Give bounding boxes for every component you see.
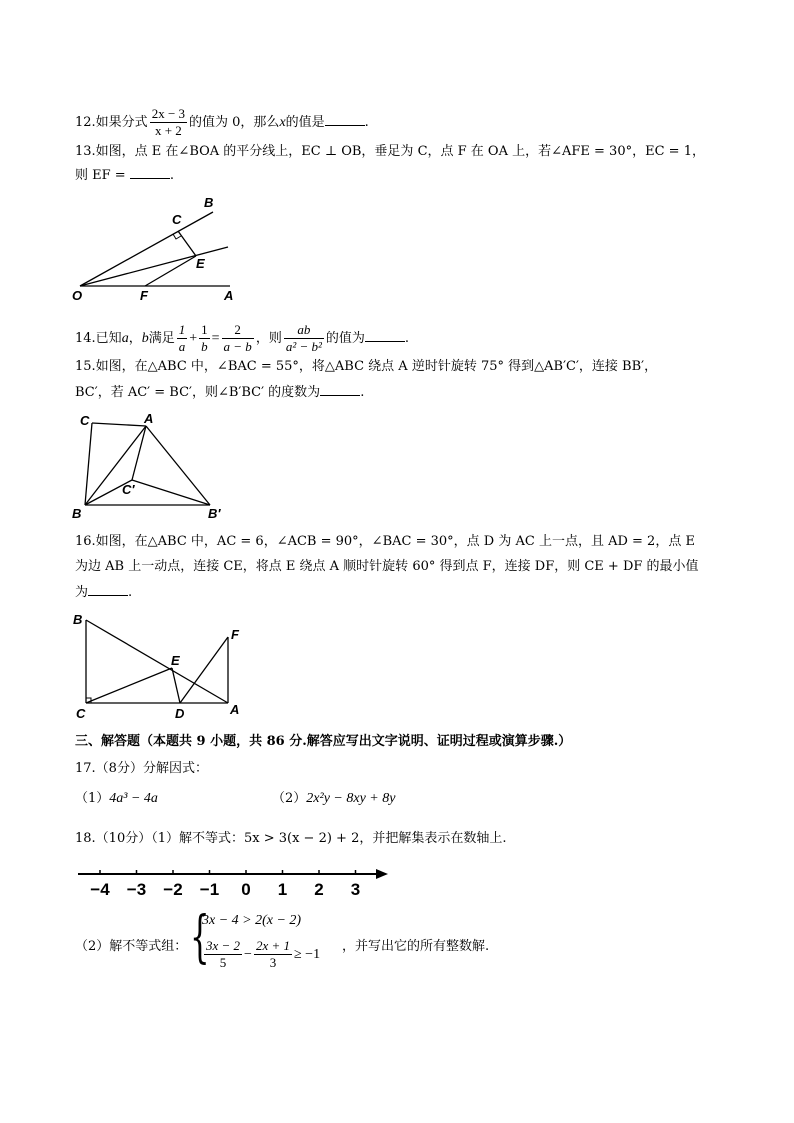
q16-line1: 16.如图，在△ABC 中，AC = 6，∠ACB = 90°，∠BAC = 30°，点 D 为 AC 上一点，且 AD = 2，点 E — [75, 534, 695, 549]
q18-system-brace: { — [190, 905, 210, 970]
number-line-tick-label: 3 — [350, 880, 361, 899]
q15-line2: BC′，若 AC′ = BC′，则∠B′BC′ 的度数为 . — [75, 385, 365, 400]
q16-label-C: C — [76, 706, 86, 721]
q14-frac3: $\frac{2}{a - b}$ — [223, 322, 252, 354]
q18-part2-label: （2）解不等式组： — [75, 939, 188, 954]
q18-line1: 18.（10分）（1）解不等式：5x > 3(x − 2) + 2，并把解集表示在数轴上. — [75, 831, 507, 846]
q12-prefix: 12.如果分式 — [75, 115, 148, 130]
number-line-tick-label: −2 — [163, 880, 183, 899]
q16-label-B: B — [73, 612, 83, 627]
q15-figure — [70, 408, 240, 523]
q13-label-C: C — [172, 212, 182, 227]
q13-figure — [70, 190, 250, 305]
q13-line1: 13.如图，点 E 在∠BOA 的平分线上，EC ⊥ OB，垂足为 C，点 F 在 OA 上，若∠AFE = 30°，EC = 1， — [75, 144, 705, 159]
number-line-tick-label: −3 — [126, 880, 147, 899]
q15-label-A: A — [144, 411, 154, 426]
q16-label-F: F — [231, 627, 239, 642]
q13-label-A: A — [224, 288, 234, 303]
q14-frac4: $\frac{ab}{\text{a² − b²}}$ — [285, 322, 322, 354]
q17-part2: （2）2x²y − 8xy + 8y — [272, 791, 396, 806]
q18-part2-suffix: ，并写出它的所有整数解. — [342, 939, 490, 954]
q12-fraction: $\frac{2x - 3}{x + 2}$ — [151, 106, 186, 138]
q15-label-Bp: B′ — [208, 506, 221, 521]
q13-label-F: F — [140, 288, 148, 303]
q16-label-D: D — [175, 706, 185, 721]
q14-frac2: $\frac{1}{b}$ — [201, 322, 208, 354]
number-line-tick-label: 1 — [277, 880, 288, 899]
q14-line: 14.已知a，b满足 $\frac{1}{a}$ + $\frac{1}{b}$ = $\frac{2}{a - b}$ ，则 $\frac{ab}{\text{a² − b²}}$ 的值为 . — [75, 322, 410, 354]
q12-line: 12.如果分式 $\frac{2x - 3}{x + 2}$ 的值为 0，那么x的值是 . — [75, 106, 369, 138]
number-line-tick-label: 0 — [241, 880, 251, 899]
q17-part1: （1）4a³ − 4a — [75, 791, 158, 806]
q16-answer-blank[interactable] — [88, 583, 128, 596]
q15-label-Cp: C′ — [122, 482, 135, 497]
q16-label-A: A — [230, 702, 240, 717]
number-line-tick-label: −4 — [90, 880, 110, 899]
q18-ineq2: $\frac{3x - 2}{5}$ − $\frac{2x + 1}{3}$ ≥ −1 — [206, 938, 321, 970]
q15-answer-blank[interactable] — [320, 383, 360, 396]
q13-label-E: E — [196, 256, 205, 271]
q15-line1: 15.如图，在△ABC 中，∠BAC = 55°，将△ABC 绕点 A 逆时针旋转 75° 得到△AB′C′，连接 BB′， — [75, 359, 658, 374]
q16-label-E: E — [171, 653, 180, 668]
section3-heading: 三、解答题（本题共 9 小题，共 86 分.解答应写出文字说明、证明过程或演算步骤.） — [75, 734, 572, 749]
q15-label-B: B — [72, 506, 82, 521]
q18-number-line[interactable] — [72, 862, 392, 902]
number-line-tick-label: −1 — [199, 880, 220, 899]
q14-answer-blank[interactable] — [365, 329, 405, 342]
q12-answer-blank[interactable] — [325, 113, 365, 126]
q13-line2: 则 EF = . — [75, 168, 174, 183]
q16-figure — [70, 610, 255, 725]
q17-title: 17.（8分）分解因式： — [75, 761, 208, 776]
number-line-tick-label: 2 — [314, 880, 324, 899]
q13-answer-blank[interactable] — [130, 166, 170, 179]
q16-line3: 为 . — [75, 585, 133, 600]
q13-label-O: O — [72, 288, 83, 303]
q14-frac1: $\frac{1}{a}$ — [178, 322, 186, 354]
q15-label-C: C — [80, 413, 90, 428]
q18-ineq1: 3x − 4 > 2(x − 2) — [202, 913, 302, 928]
q13-label-B: B — [204, 195, 214, 210]
q16-line2: 为边 AB 上一动点，连接 CE，将点 E 绕点 A 顺时针旋转 60° 得到点 F，连接 DF，则 CE + DF 的最小值 — [75, 559, 699, 574]
